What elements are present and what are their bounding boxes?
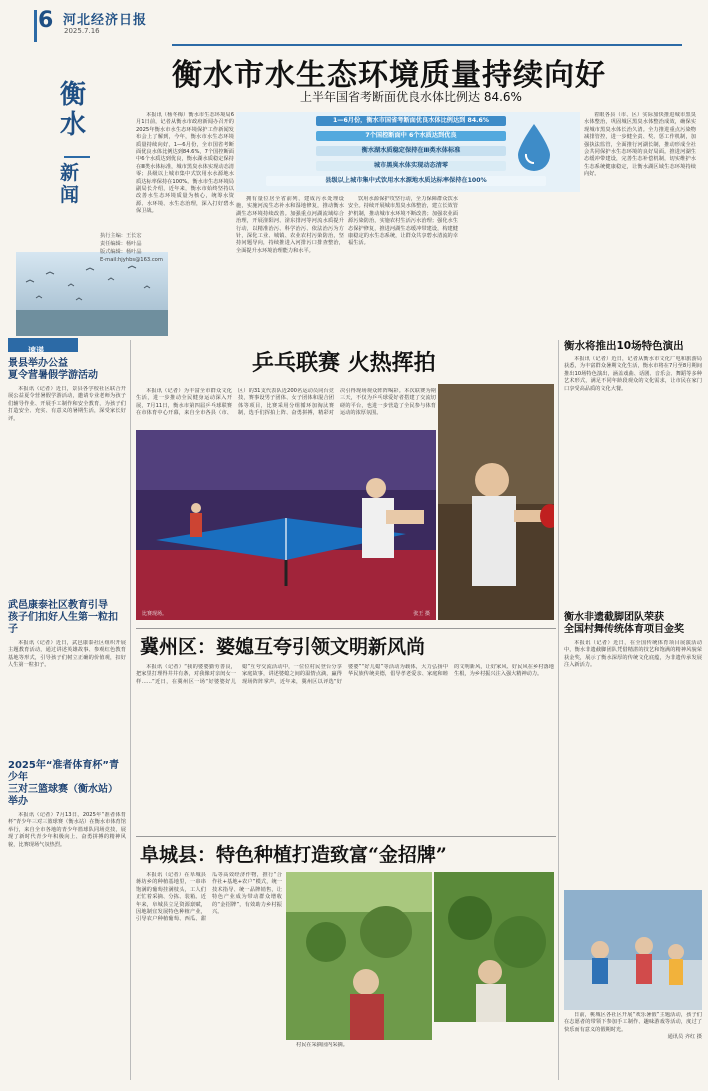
sidebar-brief-2 — [8, 600, 126, 780]
story2-body — [136, 388, 436, 428]
story3-headline: 冀州区：婆媳互夸引领文明新风尚 — [140, 636, 426, 658]
lead-col3-text: 饮用水源保护攻坚行动，全力保障群众饮水安全。持续开展城市黑臭水体整治，建立长效管护机制，推动城市水环境不断改善；加强农业面源污染防治，实施农村生活污水治理；强化水生态保护修复，推进河湖生态缓冲带建设，构建健康稳定的水生态系统，让群众共享碧水清流的幸福生活。 — [348, 196, 458, 247]
summer-activity-photo — [564, 890, 702, 1010]
summer-activity-caption: 日前，桃城区各社区开展“欢乐暑假”主题活动，孩子们在志愿者的带领下参加手工制作、趣味游戏等活动，度过了快乐而有意义的假期时光。 — [564, 1012, 702, 1033]
grape-vines-photo — [434, 872, 554, 1022]
quick-news-tag — [8, 338, 78, 355]
story4-top-rule — [136, 836, 556, 837]
page-number: 6 — [38, 8, 54, 33]
credit-email: E-mail:hjyhbs@163.com — [100, 257, 163, 263]
sidebar-divider — [130, 340, 131, 1080]
story4-body — [136, 872, 282, 1080]
right-brief-1-text: 本报讯（记者）近日，记者从衡水市文化广电和旅游局获悉，为丰富群众暑期文化生活，衡水市将在7月至8月期间推出10场特色演出，涵盖戏曲、话剧、音乐会、舞蹈等多种艺术形式，满足不同年龄段观众的文化需求，让市民在家门口享受高品质的文化大餐。 — [564, 356, 702, 392]
story3-top-rule — [136, 628, 556, 629]
table-tennis-player-photo — [438, 384, 554, 620]
infographic-row-1: 1—6月份，衡水市国省考断面优良水体比例达到 84.6% — [316, 116, 506, 126]
right-column-divider — [558, 340, 559, 1080]
water-drop-icon — [514, 122, 554, 176]
story2-headline-bar — [136, 340, 556, 384]
section-divider — [64, 156, 90, 158]
masthead — [0, 0, 708, 44]
brief-1-body — [8, 386, 126, 612]
masthead-accent-bar — [34, 10, 37, 42]
infographic-row-2: 7个国控断面中 6个水质达到优良 — [316, 131, 506, 141]
infographic-row-5: 县级以上城市集中式饮用水水源地水质达标率保持在100% — [266, 176, 546, 186]
brief-3-title: 2025年“准者体育杯”青少年 三对三篮球赛（衡水站）举办 — [8, 760, 119, 807]
sidebar-brief-3 — [8, 760, 126, 1091]
story2-text: 本报讯（记者）为丰富全市群众文化生活，进一步推动全民健身运动深入开展，7月11日，衡水市第四届乒乓球联赛在市体育中心开幕，来自全市各县（市、区）的31支代表队近200名运动员同台竞技，赛事设男子团体、女子团体和混合团体等项目，比赛采用分组循环加淘汰赛制，选手们挥拍上阵、奋勇拼搏，精彩对决引得现场观众阵阵喝彩。本次联赛为期三天，不仅为乒乓球爱好者搭建了交流切磋的平台，也进一步营造了全民参与体育运动的浓厚氛围。 — [136, 388, 436, 417]
section-city: 衡水 — [60, 80, 87, 140]
story2-headline: 乒乓联赛 火热挥拍 — [252, 350, 436, 376]
right-brief-1-title: 衡水将推出10场特色演出 — [564, 340, 684, 352]
story4-text: 本报讯（记者）在阜城县蒋坊乡的种植基地里，一串串饱满的葡萄挂满枝头，工人们正忙着采摘、分拣、装箱。近年来，阜城县立足资源禀赋，因地制宜发展特色种植产业，引导农户种植葡萄、西瓜、甜瓜等高效经济作物，推行“合作社+基地+农户”模式，统一技术指导、统一品牌销售，让特色产业成为带动群众增收的“金招牌”，有效助力乡村振兴。 — [136, 872, 282, 923]
credit-layout-editor: 版式编辑：杨叶晶 — [100, 249, 142, 255]
brief-1-title: 景县举办公益 夏令营暑假学游活动 — [8, 358, 98, 381]
lead-column-2 — [236, 196, 344, 336]
grape-harvest-photo — [286, 872, 432, 1040]
story4-photo-caption: 村民在采摘园内采摘。 — [296, 1042, 348, 1048]
story3-text: 本报讯（记者）“我的婆婆勤劳善良，把家里打理得井井有条，对我像对亲闺女一样……”近日，在冀州区一场“好婆婆好儿媳”互夸交流活动中，一位位村民登台分享家庭故事，讲述婆媳之间的温情点滴，赢得现场阵阵掌声。近年来，冀州区以评选“好婆婆”“好儿媳”等活动为载体，大力弘扬中华民族传统美德，倡导孝老爱亲、家庭和睦的文明新风，让好家风、好民风在乡村落地生根，为乡村振兴注入强大精神动力。 — [136, 664, 554, 685]
story4-caption-block — [286, 1042, 432, 1080]
credit-editor: 责任编辑：杨叶晶 — [100, 241, 142, 247]
story2-photographer: 张王 摄 — [413, 611, 430, 617]
summer-activity-photographer: 通讯员 齐红 摄 — [667, 1034, 702, 1041]
infographic-row-4: 城市黑臭水体实现动态清零 — [316, 161, 506, 171]
lead-headline: 衡水市水生态环境质量持续向好 — [172, 58, 606, 93]
water-infographic — [236, 112, 580, 192]
right-brief-2-title: 衡水非遗截脚团队荣获 全国村舞传统体育项目金奖 — [564, 612, 684, 635]
brief-2-body — [8, 640, 126, 780]
infographic-row-3: 衡水湖水质稳定保持在Ⅲ类水体标准 — [316, 146, 506, 156]
right-brief-2-text: 本报讯（记者）近日，在全国传统体育项目展演活动中，衡水非遗截脚团队凭借精湛的技艺和饱满的精神风貌荣获金奖，展示了衡水深厚的传统文化底蕴，为非遗传承发展注入新活力。 — [564, 640, 702, 669]
brief-3-text: 本报讯（记者）7月13日，2025年“准者体育杯”青少年三对三篮球赛（衡水站）在衡水市体育馆举行，来自全市各地的青少年篮球队同场竞技，展现了新时代青少年积极向上、奋勇拼搏的精神风貌，比赛现场气氛热烈。 — [8, 812, 126, 848]
right-brief-1-body — [564, 356, 702, 610]
lead-top-rule — [172, 44, 682, 46]
table-tennis-photo — [136, 430, 436, 620]
lead-col4-text: 着眼各县（市、区）实际加快推进城市黑臭水体整治，巩固城区黑臭水体整治成效，确保实现城市黑臭水体长治久清。全力推进重点污染物减排管控，进一步健全责、奖、惩工作机制，加强执法监管，全面推行河湖长制，推动形成全社会共同保护水生态环境的良好局面。推进河湖生态缓冲带建设，完善生态补偿机制，切实维护水生态系统健康稳定，让衡水湖区域生态环境持续向好。 — [584, 112, 696, 178]
brief-2-text: 本报讯（记者）近日，武邑康泰社区组织开展主题教育活动，通过讲述英雄故事、参观红色教育基地等形式，引导孩子们树立正确的价值观，扣好人生第一粒扣子。 — [8, 640, 126, 669]
sidebar-brief-1 — [8, 358, 126, 612]
brief-3-body — [8, 812, 126, 1091]
right-brief-1 — [564, 340, 702, 610]
story2-photo-caption: 比赛现场。 — [142, 611, 168, 617]
summer-activity-caption-block — [564, 1012, 702, 1078]
credit-chief-editor: 执行主编：王长宏 — [100, 233, 142, 239]
lead-column-3 — [348, 196, 458, 336]
quick-news-label: 速递 — [28, 346, 44, 355]
section-column-title: 新闻 — [60, 162, 80, 206]
brief-2-title: 武邑康泰社区教育引导 孩子们扣好人生第一粒扣子 — [8, 600, 118, 635]
lead-column-4 — [584, 112, 696, 336]
right-brief-2-body — [564, 640, 702, 888]
lead-col2-text: 拥有量位居全省前列，建成污水处理设施，实施河流生态补水和湿地修复，推动衡水湖生态环境持续改善。加强重点河湖流域综合治理，开展滏阳河、滏东排河等河流水质提升行动，以精准治污、科学治污、依法治污为方针，深化工业、城镇、农业农村污染防治，坚持问题导向，持续推进入河排污口排查整治，全面提升水环境治理能力和水平。 — [236, 196, 344, 254]
lead-col1-text: 本报讯（杨冬梅）衡水市生态环境局6月1日前，记者从衡水市政府新闻办召开的2025年衡水市水生态环境保护工作新闻发布会上了解到，今年，衡水市水生态环境质量持续向好，1—6月份，全市国省考断面优良水体比例达到84.6%，7个国控断面中6个水质达到优良，衡水湖水质稳定保持在Ⅲ类水体标准，城市黑臭水体实现动态清零；县级以上城市集中式饮用水水源地水质达标率保持在100%。衡水市生态环境局副局长介绍，近年来，衡水市始终坚持以改善水生态环境质量为核心，统筹水资源、水环境、水生态治理，深入打好碧水保卫战。 — [136, 112, 234, 215]
story3-body — [136, 664, 554, 834]
issue-date: 2025.7.16 — [64, 27, 100, 35]
lead-column-1 — [136, 112, 234, 336]
right-brief-2 — [564, 612, 702, 888]
paper-name: 河北经济日报 — [63, 13, 148, 28]
story4-headline: 阜城县：特色种植打造致富“金招牌” — [140, 844, 447, 866]
brief-1-text: 本报讯（记者）近日，景县各学校社区联合开展公益夏令营暑假学游活动，邀请专业老师为孩子们辅导作业、开展手工制作和安全教育，为孩子们打造安全、充实、有意义的暑期生活，深受家长好评。 — [8, 386, 126, 422]
lead-subheadline: 上半年国省考断面优良水体比例达 84.6% — [300, 90, 522, 104]
